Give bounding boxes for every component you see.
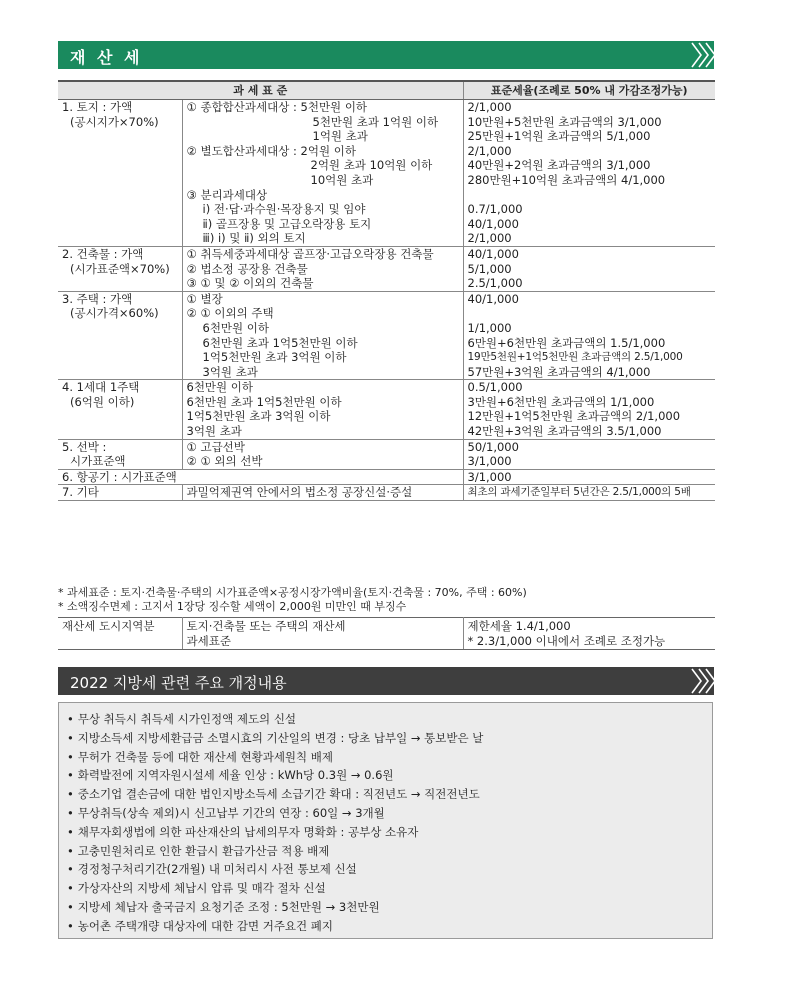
base-line: ⅰ) 전·답·과수원·목장용지 및 임야	[202, 202, 366, 217]
table-header-row	[58, 81, 715, 100]
base-line: ② 별도합산과세대상 : 2억원 이하	[186, 143, 356, 158]
category-cell	[58, 380, 182, 439]
rate-line: 280만원+10억원 초과금액의 4/1,000	[467, 172, 666, 187]
city-tax-table	[58, 617, 715, 650]
list-item: • 지방세 체납자 출국금지 요청기준 조정 : 5천만원 → 3천만원	[67, 898, 704, 917]
list-item: • 채무자회생법에 의한 파산재산의 납세의무자 명확화 : 공부상 소유자	[67, 823, 704, 842]
category-cell	[58, 291, 182, 380]
base-line: 과세표준	[186, 633, 231, 648]
category-label: 7. 기타	[62, 485, 99, 500]
list-item: • 무상취득(상속 제외)시 신고납부 기간의 연장 : 60일 → 3개월	[67, 804, 704, 823]
rate-line: 57만원+3억원 초과금액의 4/1,000	[467, 364, 651, 379]
base-line: 5천만원 초과 1억원 이하	[312, 114, 439, 129]
category-sub: (6억원 이하)	[70, 394, 135, 409]
rate-line: 25만원+1억원 초과금액의 5/1,000	[467, 129, 651, 144]
base-line: 2억원 초과 10억원 이하	[310, 158, 433, 173]
base-line: 6천만원 이하	[186, 380, 254, 395]
category-sub: 시가표준액	[70, 454, 126, 469]
table-row-aircraft	[58, 469, 715, 485]
rate-line: 3만원+6천만원 초과금액의 1/1,000	[467, 394, 655, 409]
category-label: 5. 선박 :	[62, 439, 107, 454]
base-line: 6천만원 초과 1억5천만원 이하	[186, 394, 342, 409]
list-item: • 경정청구처리기간(2개월) 내 미처리시 사전 통보제 신설	[67, 860, 704, 879]
chevron-right-icon	[690, 667, 716, 695]
base-line: ③ 분리과세대상	[186, 187, 268, 202]
base-line: ① 종합합산과세대상 : 5천만원 이하	[186, 100, 368, 114]
rate-cell	[463, 380, 715, 439]
section-title: 재 산 세	[70, 48, 143, 67]
rate-line: 2/1,000	[467, 143, 512, 158]
property-tax-header	[58, 41, 714, 69]
table-row-city	[58, 618, 715, 650]
base-cell	[182, 485, 463, 501]
header-base: 과 세 표 준	[58, 81, 463, 100]
base-line: ③ ① 및 ② 이외의 건축물	[186, 276, 314, 291]
rate-line: 5/1,000	[467, 261, 512, 276]
list-item: • 농어촌 주택개량 대상자에 대한 감면 거주요건 폐지	[67, 917, 704, 936]
list-item: • 무상 취득시 취득세 시가인정액 제도의 신설	[67, 710, 704, 729]
property-tax-table	[58, 80, 715, 501]
base-line: 1억원 초과	[312, 129, 368, 144]
base-line: 6천만원 초과 1억5천만원 이하	[202, 335, 358, 350]
rate-line: 40만원+2억원 초과금액의 3/1,000	[467, 158, 651, 173]
base-line: ② 법소정 공장용 건축물	[186, 261, 308, 276]
rate-line: 3/1,000	[467, 469, 512, 484]
base-line: 6천만원 이하	[202, 320, 270, 335]
base-line: 과밀억제권역 안에서의 법소정 공장신설·증설	[186, 485, 413, 500]
base-line: ⅱ) 골프장용 및 고급오락장용 토지	[202, 216, 372, 231]
table-row-other	[58, 485, 715, 501]
city-label-text: 재산세 도시지역분	[62, 619, 155, 633]
base-line: 10억원 초과	[310, 172, 374, 187]
base-line: 토지·건축물 또는 주택의 재산세	[186, 619, 346, 633]
chevron-right-icon	[690, 41, 716, 69]
footnote: * 소액징수면제 : 고지서 1장당 징수할 세액이 2,000원 미만인 때 부징수	[58, 600, 407, 613]
rate-line: 2.5/1,000	[467, 276, 523, 291]
footnotes	[58, 586, 715, 614]
list-item: • 지방소득세 지방세환급금 소멸시효의 기산일의 변경 : 당초 납부일 → 통보받은 날	[67, 729, 704, 748]
rate-line: 2/1,000	[467, 231, 512, 246]
table-row-single-house	[58, 380, 715, 439]
category-label: 3. 주택 : 가액	[62, 291, 133, 306]
table-row-building	[58, 246, 715, 291]
rate-line: * 2.3/1,000 이내에서 조례로 조정가능	[467, 633, 666, 648]
rate-line: 0.5/1,000	[467, 380, 523, 395]
base-cell	[182, 246, 463, 291]
revisions-list	[67, 710, 704, 936]
rate-cell	[463, 439, 715, 469]
city-base	[182, 618, 463, 650]
rate-cell	[463, 246, 715, 291]
footnote: * 과세표준 : 토지·건축물·주택의 시가표준액×공정시장가액비율(토지·건축물 : 70%, 주택 : 60%)	[58, 586, 527, 599]
base-cell	[182, 291, 463, 380]
list-item: • 무허가 건축물 등에 대한 재산세 현황과세원칙 배제	[67, 748, 704, 767]
base-line: 3억원 초과	[202, 364, 258, 379]
base-line: ① 취득세중과세대상 골프장·고급오락장용 건축물	[186, 246, 434, 261]
list-item: • 화력발전에 지역자원시설세 세율 인상 : kWh당 0.3원 → 0.6원	[67, 766, 704, 785]
header-rate: 표준세율(조례로 50% 내 가감조정가능)	[463, 81, 715, 100]
list-item: • 중소기업 결손금에 대한 법인지방소득세 소급기간 확대 : 직전년도 → 직전전년도	[67, 785, 704, 804]
table-row-house	[58, 291, 715, 380]
category-label: 2. 건축물 : 가액	[62, 246, 144, 261]
city-label	[58, 618, 182, 650]
category-label: 6. 항공기 : 시가표준액	[62, 469, 177, 484]
table-row-land	[58, 100, 715, 247]
base-line: 1억5천만원 초과 3억원 이하	[186, 409, 331, 424]
rate-cell	[463, 291, 715, 380]
base-line: ⅲ) ⅰ) 및 ⅱ) 외의 토지	[202, 231, 306, 246]
rate-line: 40/1,000	[467, 216, 519, 231]
base-line: ② ① 외의 선박	[186, 454, 263, 469]
rate-line: 1/1,000	[467, 320, 512, 335]
base-line: 1억5천만원 초과 3억원 이하	[202, 350, 347, 365]
base-line: ① 고급선박	[186, 439, 245, 454]
category-sub: (공시지가×70%)	[70, 114, 159, 129]
rate-line: 2/1,000	[467, 100, 512, 114]
rate-cell	[463, 100, 715, 247]
category-cell	[58, 246, 182, 291]
list-item: • 고충민원처리로 인한 환급시 환급가산금 적용 배제	[67, 842, 704, 861]
rate-line: 10만원+5천만원 초과금액의 3/1,000	[467, 114, 662, 129]
rate-line: 3/1,000	[467, 454, 512, 469]
rate-line: 40/1,000	[467, 291, 519, 306]
category-cell	[58, 100, 182, 247]
revisions-box	[58, 702, 713, 939]
base-cell	[182, 100, 463, 247]
base-line: 3억원 초과	[186, 424, 242, 439]
rate-cell	[463, 469, 715, 485]
base-line: ② ① 이외의 주택	[186, 306, 274, 321]
rate-line: 6만원+6천만원 초과금액의 1.5/1,000	[467, 335, 666, 350]
revisions-header	[58, 667, 714, 695]
category-label: 1. 토지 : 가액	[62, 100, 133, 114]
base-line: ① 별장	[186, 291, 223, 306]
city-rate	[463, 618, 715, 650]
category-sub: (시가표준액×70%)	[70, 261, 170, 276]
section-title: 2022 지방세 관련 주요 개정내용	[70, 674, 287, 692]
rate-line: 19만5천원+1억5천만원 초과금액의 2.5/1,000	[467, 351, 683, 364]
list-item: • 가상자산의 지방세 체납시 압류 및 매각 절차 신설	[67, 879, 704, 898]
table-row-ship	[58, 439, 715, 469]
rate-line: 12만원+1억5천만원 초과금액의 2/1,000	[467, 409, 681, 424]
rate-cell	[463, 485, 715, 501]
category-cell	[58, 485, 182, 501]
category-sub: (공시가격×60%)	[70, 306, 159, 321]
category-label: 4. 1세대 1주택	[62, 380, 140, 395]
rate-line: 40/1,000	[467, 246, 519, 261]
category-cell	[58, 439, 182, 469]
base-cell	[182, 380, 463, 439]
rate-line: 50/1,000	[467, 439, 519, 454]
rate-line: 42만원+3억원 초과금액의 3.5/1,000	[467, 424, 662, 439]
category-cell	[58, 469, 463, 485]
rate-line: 제한세율 1.4/1,000	[467, 619, 571, 633]
rate-line: 0.7/1,000	[467, 202, 523, 217]
base-cell	[182, 439, 463, 469]
rate-line: 최초의 과세기준일부터 5년간은 2.5/1,000의 5배	[467, 486, 691, 499]
